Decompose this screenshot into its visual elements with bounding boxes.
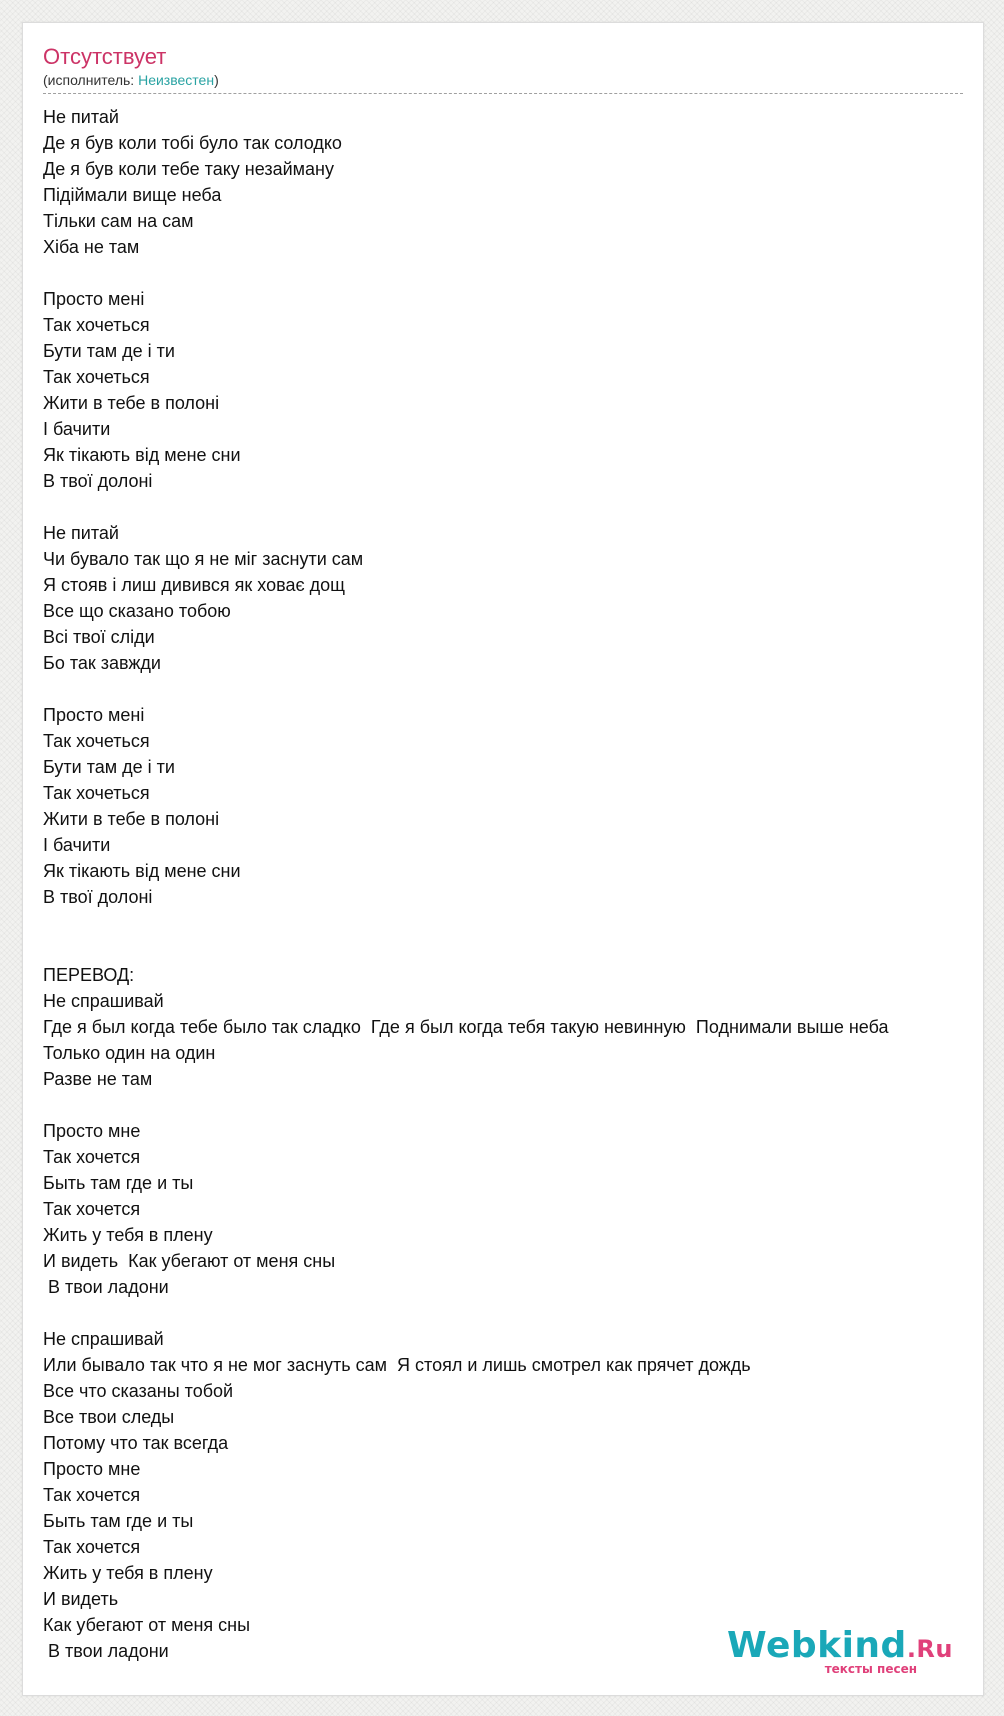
song-title: Отсутствует [43,44,167,69]
watermark-brand: Webkind [727,1625,907,1666]
watermark-tagline: тексты песен [824,1662,917,1676]
artist-line [43,71,963,89]
header-divider [43,93,963,94]
artist-link[interactable]: Неизвестен [138,72,215,88]
watermark-tld: .Ru [906,1635,953,1663]
lyrics-card [22,22,984,1696]
lyrics-text: Не питай Де я був коли тобі було так солодко Де я був коли тебе таку незайману Підіймали вище неба Тільки сам на сам Хіба не там Просто мені Так хочеться Бути там де і ти Так хочеться Жити в тебе в полоні І бачити Як тікають від мене сни В твої долоні Не питай Чи бувало так що я не міг заснути сам Я стояв і лиш дивився як ховає дощ Все що сказано тобою Всі твої сліди Бо так завжди Просто мені Так хочеться Бути там де і ти Так хочеться Жити в тебе в полоні І бачити Як тікають від мене сни В твої долоні ПЕРЕВОД: Не спрашивай Где я был когда тебе было так сладко Где я был когда тебя такую невинную Поднимали выше неба Только один на один Разве не там Просто мне Так хочется Быть там где и ты Так хочется Жить у тебя в плену И видеть Как убегают от меня сны В твои ладони Не спрашивай Или бывало так что я не мог заснуть сам Я стоял и лишь смотрел как прячет дождь Все что сказаны тобой Все твои следы Потому что так всегда Просто мне Так хочется Быть там где и ты Так хочется Жить у тебя в плену И видеть Как убегают от меня сны В твои ладони [43,107,889,1661]
song-header [43,43,963,89]
artist-prefix: (исполнитель: [43,72,139,88]
artist-suffix: ) [214,72,219,88]
